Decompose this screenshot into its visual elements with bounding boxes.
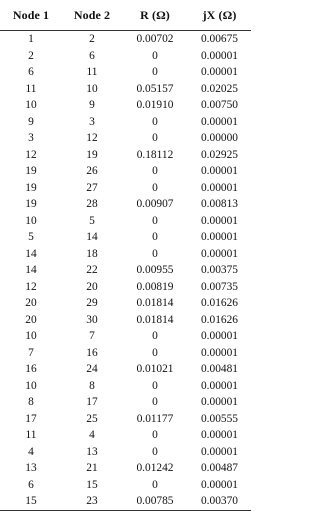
- branch-data-table: [0, 1, 251, 511]
- cell-node-1: 6: [28, 66, 34, 78]
- cell-node-2: 12: [86, 132, 98, 144]
- cell-node-1: 19: [25, 198, 37, 210]
- cell-reactance: 0.00001: [200, 429, 239, 441]
- cell-resistance: 0.01814: [136, 297, 174, 309]
- cell-node-1: 5: [28, 231, 34, 243]
- cell-reactance: 0.00001: [200, 330, 239, 342]
- cell-node-1: 4: [28, 445, 34, 458]
- cell-reactance: 0.00001: [200, 165, 239, 177]
- cell-node-2: 29: [86, 297, 98, 309]
- cell-reactance: 0.00001: [200, 379, 239, 392]
- cell-node-2: 30: [86, 313, 98, 326]
- table-row: [0, 31, 251, 48]
- cell-resistance: 0: [152, 165, 158, 177]
- cell-resistance: 0.18112: [136, 148, 174, 161]
- cell-node-2: 11: [86, 66, 98, 78]
- cell-reactance: 0.00675: [200, 33, 239, 45]
- cell-node-1: 20: [25, 313, 37, 326]
- table-row: [0, 81, 251, 98]
- table-row: [0, 180, 251, 197]
- cell-node-1: 8: [28, 396, 34, 408]
- cell-reactance: 0.00001: [200, 346, 239, 359]
- cell-node-1: 11: [25, 429, 37, 441]
- cell-resistance: 0.01021: [136, 363, 174, 375]
- cell-resistance: 0: [152, 214, 158, 227]
- cell-node-1: 16: [25, 363, 37, 375]
- cell-node-2: 20: [86, 280, 98, 293]
- cell-node-2: 13: [86, 445, 98, 458]
- cell-node-1: 10: [25, 379, 37, 392]
- table-body: [0, 31, 251, 511]
- table-row: [0, 427, 251, 444]
- cell-reactance: 0.00001: [200, 49, 239, 62]
- cell-resistance: 0.01177: [136, 412, 174, 425]
- cell-node-1: 19: [25, 181, 37, 194]
- cell-reactance: 0.02025: [200, 82, 239, 95]
- cell-node-1: 20: [25, 297, 37, 309]
- cell-resistance: 0: [152, 66, 158, 78]
- cell-node-2: 23: [62, 493, 122, 510]
- cell-resistance: 0: [152, 379, 158, 392]
- table-row: [0, 361, 251, 378]
- cell-node-2: 4: [89, 429, 95, 441]
- table-row: [0, 130, 251, 147]
- cell-resistance: 0: [152, 478, 158, 491]
- cell-node-1: 10: [25, 99, 37, 111]
- header-resistance: R (Ω): [122, 1, 188, 31]
- cell-node-1: 10: [25, 214, 37, 227]
- cell-resistance: 0: [152, 429, 158, 441]
- cell-reactance: 0.01626: [200, 297, 239, 309]
- header-reactance: jX (Ω): [188, 1, 251, 31]
- cell-node-1: 19: [25, 165, 37, 177]
- cell-node-1: 6: [28, 478, 34, 491]
- cell-node-1: 15: [0, 493, 62, 510]
- cell-reactance: 0.00001: [200, 231, 239, 243]
- table-row: [0, 493, 251, 510]
- table-row: [0, 213, 251, 230]
- cell-resistance: 0.01242: [136, 462, 174, 474]
- cell-node-2: 27: [86, 181, 98, 194]
- cell-reactance: 0.00001: [200, 181, 239, 194]
- cell-node-2: 10: [86, 82, 98, 95]
- cell-node-2: 7: [89, 330, 95, 342]
- cell-node-1: 10: [25, 330, 37, 342]
- cell-node-2: 28: [86, 198, 98, 210]
- table-row: [0, 246, 251, 263]
- cell-node-2: 2: [89, 33, 95, 45]
- cell-node-1: 2: [28, 49, 34, 62]
- cell-resistance: 0: [152, 396, 158, 408]
- table-row: [0, 378, 251, 395]
- cell-node-1: 14: [25, 247, 37, 260]
- table-row: [0, 411, 251, 428]
- table-row: [0, 295, 251, 312]
- cell-reactance: 0.00000: [200, 132, 239, 144]
- cell-resistance: 0: [152, 181, 158, 194]
- cell-resistance: 0: [152, 330, 158, 342]
- cell-reactance: 0.00001: [200, 214, 239, 227]
- table-row: [0, 262, 251, 279]
- cell-node-1: 11: [25, 82, 37, 95]
- cell-node-2: 26: [86, 165, 98, 177]
- cell-reactance: 0.00735: [200, 280, 239, 293]
- cell-reactance: 0.00001: [200, 66, 239, 78]
- cell-node-2: 22: [86, 264, 98, 276]
- table-row: [0, 163, 251, 180]
- cell-node-2: 18: [86, 247, 98, 260]
- table-row: [0, 328, 251, 345]
- cell-node-1: 12: [25, 280, 37, 293]
- cell-node-2: 5: [89, 214, 95, 227]
- cell-reactance: 0.00001: [200, 478, 239, 491]
- cell-reactance: 0.02925: [200, 148, 239, 161]
- cell-resistance: 0: [152, 231, 158, 243]
- cell-reactance: 0.00750: [200, 99, 239, 111]
- cell-node-1: 7: [28, 346, 34, 359]
- table-row: [0, 114, 251, 131]
- cell-node-2: 3: [89, 115, 95, 128]
- cell-reactance: 0.00001: [200, 445, 239, 458]
- cell-node-2: 21: [86, 462, 98, 474]
- cell-node-2: 16: [86, 346, 98, 359]
- cell-node-2: 15: [86, 478, 98, 491]
- cell-node-1: 13: [25, 462, 37, 474]
- cell-node-2: 8: [89, 379, 95, 392]
- cell-reactance: 0.00001: [200, 247, 239, 260]
- table-row: [0, 444, 251, 461]
- table-row: [0, 345, 251, 362]
- cell-node-2: 6: [89, 49, 95, 62]
- cell-resistance: 0: [152, 115, 158, 128]
- cell-resistance: 0.00955: [136, 264, 174, 276]
- table-row: [0, 97, 251, 114]
- cell-node-1: 3: [28, 132, 34, 144]
- cell-node-1: 1: [28, 33, 34, 45]
- cell-reactance: 0.00370: [188, 493, 251, 510]
- table-row: [0, 229, 251, 246]
- cell-resistance: 0: [152, 132, 158, 144]
- cell-node-2: 14: [86, 231, 98, 243]
- cell-reactance: 0.01626: [200, 313, 239, 326]
- table-header: [0, 1, 251, 31]
- cell-reactance: 0.00001: [200, 396, 239, 408]
- cell-resistance: 0: [152, 346, 158, 359]
- cell-resistance: 0.00702: [136, 33, 174, 45]
- cell-reactance: 0.00375: [200, 264, 239, 276]
- cell-node-1: 9: [28, 115, 34, 128]
- cell-resistance: 0.00785: [122, 493, 188, 510]
- table-row: [0, 312, 251, 329]
- cell-node-2: 9: [89, 99, 95, 111]
- cell-resistance: 0.00819: [136, 280, 174, 293]
- cell-resistance: 0.05157: [136, 82, 174, 95]
- cell-node-2: 25: [86, 412, 98, 425]
- table-row: [0, 196, 251, 213]
- table-row: [0, 147, 251, 164]
- table-row: [0, 64, 251, 81]
- table-row: [0, 48, 251, 65]
- table-row: [0, 394, 251, 411]
- cell-node-2: 19: [86, 148, 98, 161]
- cell-node-1: 17: [25, 412, 37, 425]
- cell-reactance: 0.00555: [200, 412, 239, 425]
- cell-resistance: 0.01814: [136, 313, 174, 326]
- header-node-1: Node 1: [0, 1, 62, 31]
- table-row: [0, 477, 251, 494]
- cell-node-1: 14: [25, 264, 37, 276]
- cell-reactance: 0.00487: [200, 462, 239, 474]
- cell-reactance: 0.00001: [200, 115, 239, 128]
- cell-node-2: 17: [86, 396, 98, 408]
- header-row: [0, 1, 251, 31]
- cell-reactance: 0.00813: [200, 198, 239, 210]
- cell-resistance: 0.01910: [136, 99, 174, 111]
- cell-node-1: 12: [25, 148, 37, 161]
- cell-resistance: 0.00907: [136, 198, 174, 210]
- cell-reactance: 0.00481: [200, 363, 239, 375]
- table-row: [0, 279, 251, 296]
- cell-node-2: 24: [86, 363, 98, 375]
- cell-resistance: 0: [152, 49, 158, 62]
- header-node-2: Node 2: [62, 1, 122, 31]
- cell-resistance: 0: [152, 445, 158, 458]
- table-row: [0, 460, 251, 477]
- cell-resistance: 0: [152, 247, 158, 260]
